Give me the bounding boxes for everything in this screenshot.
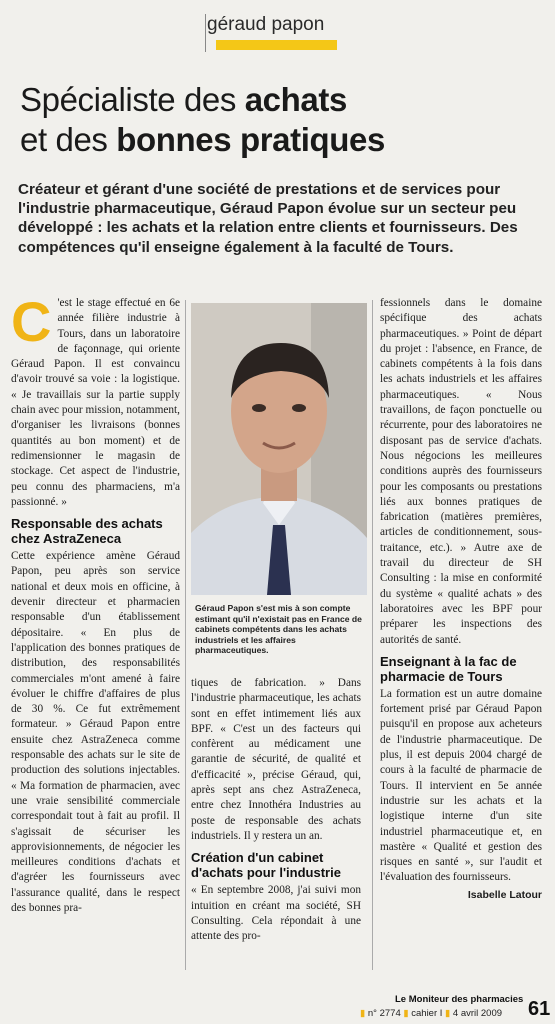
column-rule-1 (185, 300, 186, 970)
rubric-accent-bar (216, 40, 337, 50)
column-rule-2 (372, 300, 373, 970)
col3-paragraph-1: fessionnels dans le domaine spécifique des achats pharmaceutiques. » Point de départ du projet : l'absence, en France, de cabinets compétents à la fois dans les achats industriels et les affaires pharmaceutiques. « Nous travaillons, de façon ponctuelle ou récurrente, pour des laboratoires ne disposant pas de service d'achats. Nous négocions les meilleures conditions auprès des fournisseurs pour les composants ou prestations liés aux bonnes pratiques de fabrication (matières premières, articles de conditionnement, sous-traitance, etc.). » Autre axe de travail du directeur de SH Consulting : la mise en conformité du système « qualité achats » des laboratoires avec les BPF pour préparer les inspections des autorités de santé. (380, 297, 542, 646)
headline-bold-2: bonnes pratiques (116, 121, 385, 158)
col3-subheading: Enseignant à la fac de pharmacie de Tours (380, 653, 517, 684)
col1-paragraph-1: 'est le stage effectué en 6e année filière industrie à Tours, dans un laboratoire de façonnage, qui oriente Géraud Papon. Il est convaincu d'avoir trouvé sa voie : la logistique. « Je travaillais sur la partie supply chain avec pour mission, notamment, d'organiser les livraisons (bonnes quantités au bon moment) et de redimensionner le magasin de stockage. Cet aspect de l'industrie, peu connu des pharmaciens, m'a passionné. » (11, 297, 180, 508)
author-name: Isabelle Latour (467, 888, 542, 901)
footer-issue-line: ▮ n° 2774 ▮ cahier I ▮ 4 avril 2009 (360, 1008, 503, 1019)
portrait-illustration (191, 303, 367, 595)
portrait-photo (191, 303, 367, 595)
headline-light-2: et des (20, 121, 117, 158)
column-3 (380, 296, 542, 903)
rubric-divider (205, 14, 206, 52)
headline (20, 80, 540, 160)
footer-section: cahier I (411, 1008, 443, 1019)
col2-paragraph-2: « En septembre 2008, j'ai suivi mon intuition en créant ma société, SH Consulting. Cela répondait à une attente des pro- (191, 884, 361, 943)
drop-cap: C (11, 290, 52, 353)
col1-subheading: Responsable des achats chez AstraZeneca (11, 516, 163, 547)
col3-paragraph-2: La formation est un autre domaine fortement prisé par Géraud Papon puisqu'il en propose aux acheteurs de l'industrie pharmaceutique. De plus, il est depuis 2004 chargé de cours à la faculté de pharmacie de Tours. Il intervient en 5e année industrie sur les achats et la logistique interne d'un site industriel pharmaceutique et, en mastère « Qualité et gestion des risques en santé », sur l'audit et l'évaluation des fournisseurs. (380, 687, 542, 884)
col2-subheading: Création d'un cabinet d'achats pour l'industrie (191, 850, 341, 881)
author-line (380, 888, 542, 903)
footer-issue: n° 2774 (367, 1008, 401, 1019)
column-2 (191, 676, 361, 944)
footer-publication: Le Moniteur des pharmacies (395, 994, 524, 1005)
headline-light-1: Spécialiste des (20, 81, 245, 118)
footer-date: 4 avril 2009 (452, 1008, 503, 1019)
col1-paragraph-2: Cette expérience amène Géraud Papon, peu après son service national et deux mois en officine, à devenir directeur et pharmacien responsable d'un établissement dépositaire. « En plus de l'application des bonnes pratiques de distribution, des responsabilités commerciales m'ont amené à faire évoluer le chiffre d'affaires de plus de 30 %. Ce fut extrêmement formateur. » Géraud Papon entre ensuite chez AstraZeneca comme responsable des achats sur le site de production des solutions injectables. « Ma formation de pharmacien, avec une vraie sensibilité commerciale correspondait tout à fait au profil. Il s'agissait de sécuriser les approvisionnements, de négocier les meilleures conditions d'achats et d'agréer les fournisseurs avec l'assurance qualité, dans le respect des bonnes pra- (11, 550, 180, 914)
lead-paragraph: Créateur et gérant d'une société de prestations et de services pour l'industrie pharmaceutique, Géraud Papon évolue sur un secteur peu développé : les achats et la relation entre clients et fournisseurs. Des compétences qu'il enseigne également à la faculté de Tours. (18, 181, 518, 256)
headline-bold-1: achats (244, 81, 347, 118)
column-1 (11, 290, 180, 916)
page-number: 61 (528, 998, 551, 1020)
photo-caption: Géraud Papon s'est mis à son compte estimant qu'il n'existait pas en France de cabinets compétents dans les achats industriels et les affaires pharmaceutiques. (195, 603, 362, 656)
col2-paragraph-1: tiques de fabrication. » Dans l'industrie pharmaceutique, les achats sont en effet intimement liés aux BPF. « C'est un des facteurs qui confèrent au médicament une garantie de sécurité, de qualité et d'efficacité », précise Géraud, qui, après sept ans chez AstraZeneca, entre chez Innothéra Industries au poste de responsable des achats industriels. Il y restera un an. (191, 677, 361, 842)
rubric-name: géraud papon (207, 14, 325, 35)
